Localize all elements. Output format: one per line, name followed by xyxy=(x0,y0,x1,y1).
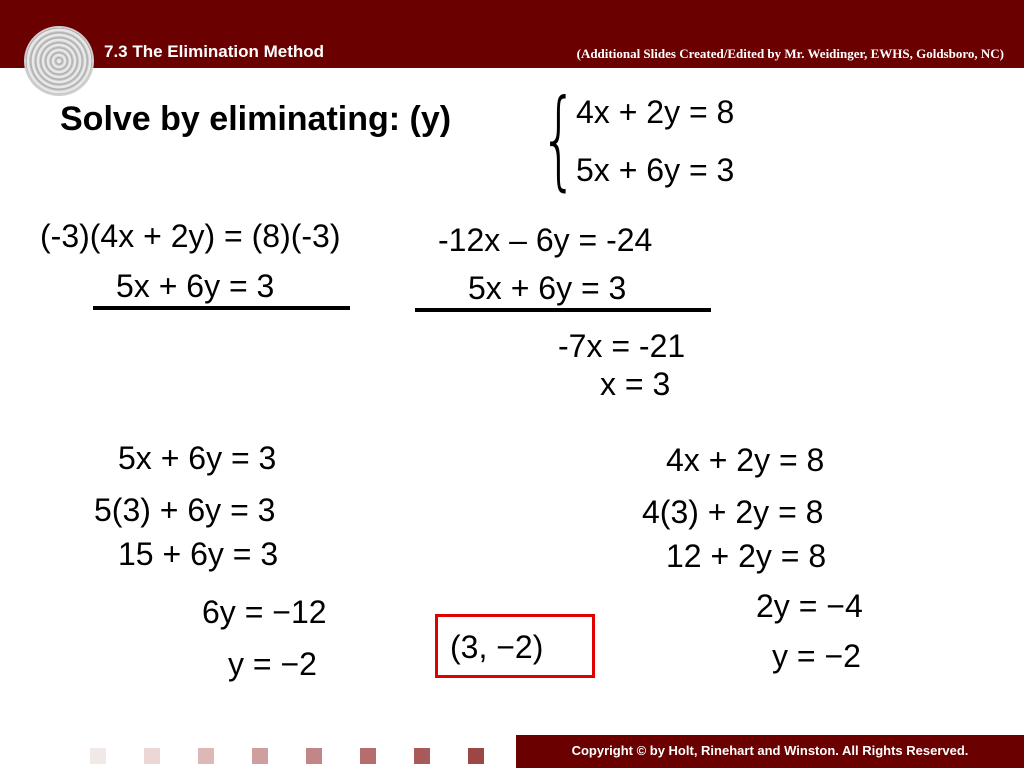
sum-line-right xyxy=(415,308,711,312)
slide-heading: Solve by eliminating: (y) xyxy=(60,100,452,138)
substitute-right-3: 12 + 2y = 8 xyxy=(666,538,827,574)
copyright-text: Copyright © by Holt, Rinehart and Winston. All Rights Reserved. xyxy=(571,743,969,758)
answer-text: (3, −2) xyxy=(450,629,544,665)
footer-square xyxy=(360,748,376,764)
system-equation-1: 4x + 2y = 8 xyxy=(576,94,735,130)
footer-square xyxy=(414,748,430,764)
substitute-left-2: 5(3) + 6y = 3 xyxy=(94,492,276,528)
sum-result: -7x = -21 xyxy=(558,328,686,364)
substitute-right-4: 2y = −4 xyxy=(756,588,863,624)
footer-square xyxy=(306,748,322,764)
multiply-step: (-3)(4x + 2y) = (8)(-3) xyxy=(40,218,341,254)
footer-bar xyxy=(516,735,1024,768)
substitute-left-3: 15 + 6y = 3 xyxy=(118,536,279,572)
substitute-left-4: 6y = −12 xyxy=(202,594,327,630)
second-equation-left: 5x + 6y = 3 xyxy=(116,268,275,304)
substitute-right-2: 4(3) + 2y = 8 xyxy=(642,494,824,530)
footer-square xyxy=(90,748,106,764)
credit-text: (Additional Slides Created/Edited by Mr. Weidinger, EWHS, Goldsboro, NC) xyxy=(576,46,1004,61)
sum-line-left xyxy=(93,306,350,310)
footer-square xyxy=(198,748,214,764)
disc-logo-icon xyxy=(26,28,92,94)
answer-box xyxy=(435,614,595,678)
section-title: 7.3 The Elimination Method xyxy=(104,42,325,61)
footer-square xyxy=(252,748,268,764)
footer-square xyxy=(144,748,160,764)
system-brace-icon: { xyxy=(540,77,578,202)
second-equation-right: 5x + 6y = 3 xyxy=(468,270,627,306)
header-divider xyxy=(0,66,1024,68)
multiplied-equation: -12x – 6y = -24 xyxy=(438,222,653,258)
substitute-right-5: y = −2 xyxy=(772,638,861,674)
x-solution: x = 3 xyxy=(600,366,671,402)
substitute-left-5: y = −2 xyxy=(228,646,317,682)
substitute-right-1: 4x + 2y = 8 xyxy=(666,442,825,478)
system-equation-2: 5x + 6y = 3 xyxy=(576,152,735,188)
footer-square xyxy=(468,748,484,764)
substitute-left-1: 5x + 6y = 3 xyxy=(118,440,277,476)
